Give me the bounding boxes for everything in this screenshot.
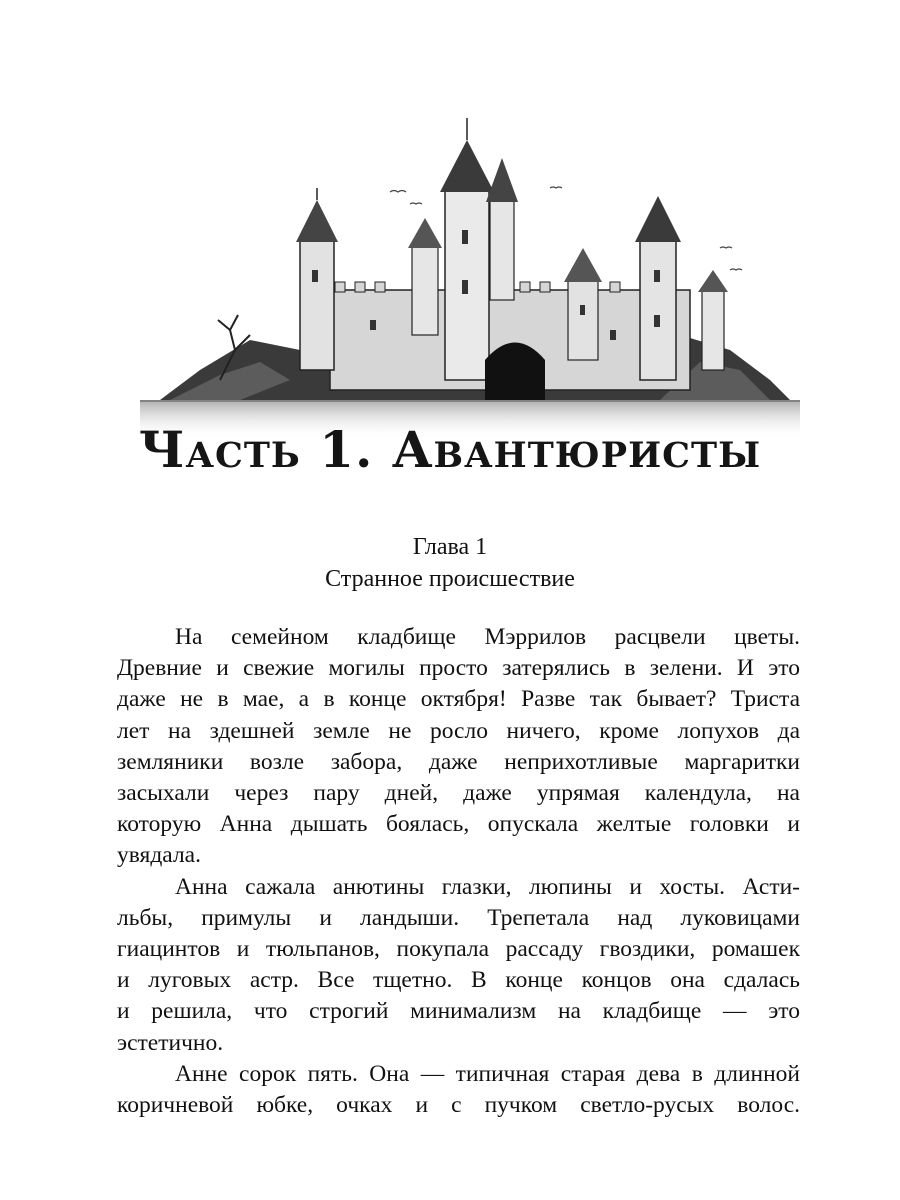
body-text [117,622,800,1121]
text-line: засыхали через пару дней, даже упрямая календула, на [117,780,800,807]
paragraph-2 [117,872,800,1059]
birds-icon [390,187,742,270]
text-line: льбы, примулы и ландыши. Трепетала над луковицами [117,904,800,931]
castle-illustration [140,100,800,440]
text-line: На семейном кладбище Мэррилов расцвели цветы. [175,624,800,650]
text-line: лет на здешней земле не росло ничего, кроме лопухов да [117,717,800,744]
text-line: земляники возле забора, даже неприхотливые маргаритки [117,748,800,775]
text-line: и решила, что строгий минимализм на кладбище — это [117,998,800,1025]
text-line: Древние и свежие могилы просто затерялись в зелени. И это [117,655,800,682]
chapter-title: Странное происшествие [325,566,575,592]
castle-gate [485,343,545,401]
paragraph-3 [117,1059,800,1121]
chapter-number: Глава 1 [412,534,488,560]
part-title: Часть 1. Авантюристы [138,420,762,479]
text-line: эстетично. [117,1029,224,1056]
text-line: которую Анна дышать боялась, опускала желтые головки и [117,811,800,838]
text-line: даже не в мае, а в конце октября! Разве так бывает? Триста [117,686,800,713]
paragraph-1 [117,622,800,872]
text-line: Анна сажала анютины глазки, люпины и хосты. Асти- [175,873,800,900]
text-line: коричневой юбке, очках и с пучком светло-русых волос. [117,1092,800,1119]
text-line: Анне сорок пять. Она — типичная старая дева в длинной [175,1060,800,1087]
text-line: гиацинтов и тюльпанов, покупала рассаду гвоздики, ромашек [117,936,800,963]
text-line: и луговых астр. Все тщетно. В конце концов она сдалась [117,967,800,994]
text-line: увядала. [117,842,201,869]
